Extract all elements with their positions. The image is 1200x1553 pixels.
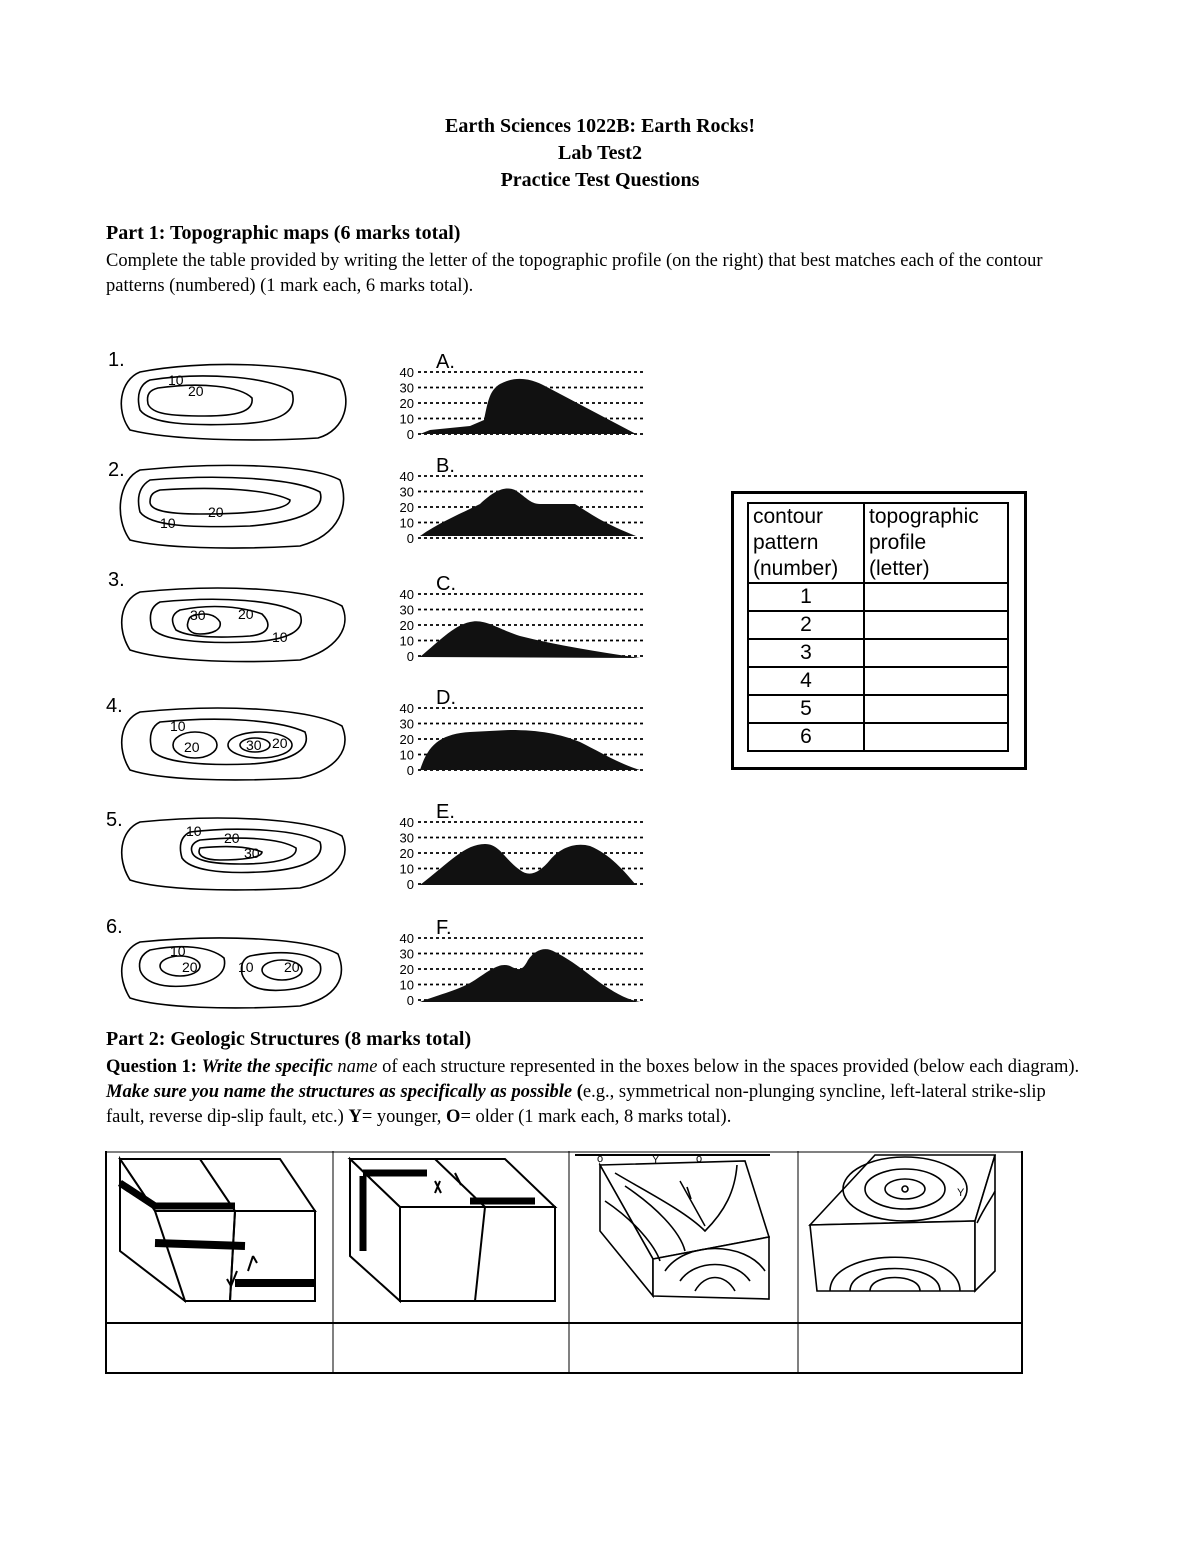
fold-label-o: o (597, 1153, 604, 1165)
structure-diagram-strike-slip (350, 1159, 555, 1301)
svg-text:10: 10 (160, 515, 176, 531)
profile-tick-label: 20 (399, 618, 414, 633)
profile-letter-4: D. (436, 687, 456, 709)
map-number-6: 6. (106, 916, 123, 938)
profile-tick-label: 40 (399, 587, 414, 602)
profile-tick-label: 20 (399, 846, 414, 861)
profile-tick-label: 30 (399, 380, 414, 396)
svg-text:20: 20 (208, 504, 224, 520)
svg-text:10: 10 (168, 372, 184, 388)
course-title: Earth Sciences 1022B: Earth Rocks! (445, 115, 755, 137)
answer-cell[interactable] (864, 667, 1008, 695)
part1-instructions: Complete the table provided by writing the letter of the topographic profile (on the right) that best matches each of the contour patterns (numbered) (1 mark each, 6 marks total). (106, 251, 1043, 296)
structures-table (105, 1151, 1023, 1374)
profile-tick-label: 30 (399, 602, 414, 618)
profile-tick-label: 40 (399, 469, 414, 484)
structure-diagram-dome (810, 1155, 995, 1291)
svg-text:20: 20 (238, 606, 254, 622)
map-number-5: 5. (106, 809, 123, 831)
contour-map-1-mid (138, 376, 293, 425)
fold-label-y: Y (652, 1154, 660, 1166)
svg-text:20: 20 (182, 959, 198, 975)
profile-tick-label: 30 (399, 484, 414, 500)
profile-tick-label: 0 (406, 649, 414, 664)
profile-tick-label: 0 (406, 763, 414, 778)
profile-tick-label: 40 (399, 931, 414, 946)
answer-cell[interactable] (864, 583, 1008, 611)
map-number-2: 2. (108, 459, 125, 481)
svg-text:30: 30 (244, 845, 260, 861)
profile-shape-1 (420, 379, 636, 434)
fold-label-o2: o (696, 1153, 703, 1165)
svg-text:20: 20 (188, 383, 204, 399)
table-row: 4 (748, 667, 1008, 695)
profile-shape-2 (420, 489, 636, 536)
profile-tick-label: 10 (399, 747, 414, 763)
svg-text:10: 10 (272, 629, 288, 645)
answer-table (747, 502, 1009, 752)
profile-tick-label: 20 (399, 396, 414, 411)
table-row: 2 (748, 611, 1008, 639)
answer-cell[interactable] (864, 723, 1008, 751)
profile-letter-6: F. (436, 917, 452, 939)
svg-text:20: 20 (272, 735, 288, 751)
profile-tick-label: 20 (399, 500, 414, 515)
svg-text:10: 10 (170, 718, 186, 734)
table-row: 5 (748, 695, 1008, 723)
profiles (400, 351, 644, 1008)
part2-question: Question 1: Write the specific name of each structure represented in the boxes below in the spaces provided (below each diagram). Make sure you name the structures as specifically as possible (e.g., symmetrical non-plunging syncline, left-lateral strike-slip fault, reverse dip-slip fault, etc.) Y= younger, O= older (1 mark each, 8 marks total). (106, 1057, 1080, 1127)
svg-text:10: 10 (170, 943, 186, 959)
profile-tick-label: 10 (399, 411, 414, 427)
map-number-1: 1. (108, 349, 125, 371)
answer-cell[interactable] (864, 611, 1008, 639)
structure-diagram-plunging-fold (575, 1153, 770, 1299)
profile-tick-label: 10 (399, 515, 414, 531)
profile-tick-label: 0 (406, 993, 414, 1008)
map-number-4: 4. (106, 695, 123, 717)
profile-shape-6 (420, 949, 640, 1002)
profile-letter-2: B. (436, 455, 455, 477)
table-row: 1 (748, 583, 1008, 611)
profile-tick-label: 0 (406, 427, 414, 442)
table-row: 6 (748, 723, 1008, 751)
profile-tick-label: 0 (406, 877, 414, 892)
map-number-3: 3. (108, 569, 125, 591)
svg-text:10: 10 (186, 823, 202, 839)
svg-text:30: 30 (246, 737, 262, 753)
profile-tick-label: 40 (399, 701, 414, 716)
profile-tick-label: 40 (399, 815, 414, 830)
profile-tick-label: 30 (399, 830, 414, 846)
profile-tick-label: 40 (399, 365, 414, 380)
subtitle: Practice Test Questions (500, 169, 700, 191)
profile-tick-label: 20 (399, 962, 414, 977)
col-header-number: contour pattern (number) (748, 503, 864, 583)
svg-text:20: 20 (184, 739, 200, 755)
profile-tick-label: 20 (399, 732, 414, 747)
profile-tick-label: 10 (399, 977, 414, 993)
col-header-letter: topographic profile (letter) (864, 503, 1008, 583)
profile-tick-label: 10 (399, 633, 414, 649)
profile-tick-label: 10 (399, 861, 414, 877)
profile-shape-4 (420, 730, 640, 770)
profile-tick-label: 0 (406, 531, 414, 546)
svg-text:20: 20 (224, 830, 240, 846)
profile-tick-label: 30 (399, 946, 414, 962)
svg-text:30: 30 (190, 607, 206, 623)
part1-heading: Part 1: Topographic maps (6 marks total) (106, 222, 461, 244)
answer-cell[interactable] (864, 639, 1008, 667)
dome-label-y: Y (957, 1187, 965, 1199)
answer-table-frame (731, 491, 1027, 770)
structure-diagram-normal-fault (120, 1159, 315, 1301)
profile-tick-label: 30 (399, 716, 414, 732)
profile-letter-3: C. (436, 573, 456, 595)
table-row: 3 (748, 639, 1008, 667)
contour-map-1-outer (121, 364, 346, 439)
part2-heading: Part 2: Geologic Structures (8 marks total) (106, 1028, 472, 1050)
profile-letter-5: E. (436, 801, 455, 823)
profile-letter-1: A. (436, 351, 455, 373)
test-title: Lab Test2 (558, 142, 642, 164)
profile-shape-5 (420, 844, 636, 885)
svg-text:10: 10 (238, 959, 254, 975)
svg-text:20: 20 (284, 959, 300, 975)
answer-cell[interactable] (864, 695, 1008, 723)
contour-labels (160, 372, 300, 975)
